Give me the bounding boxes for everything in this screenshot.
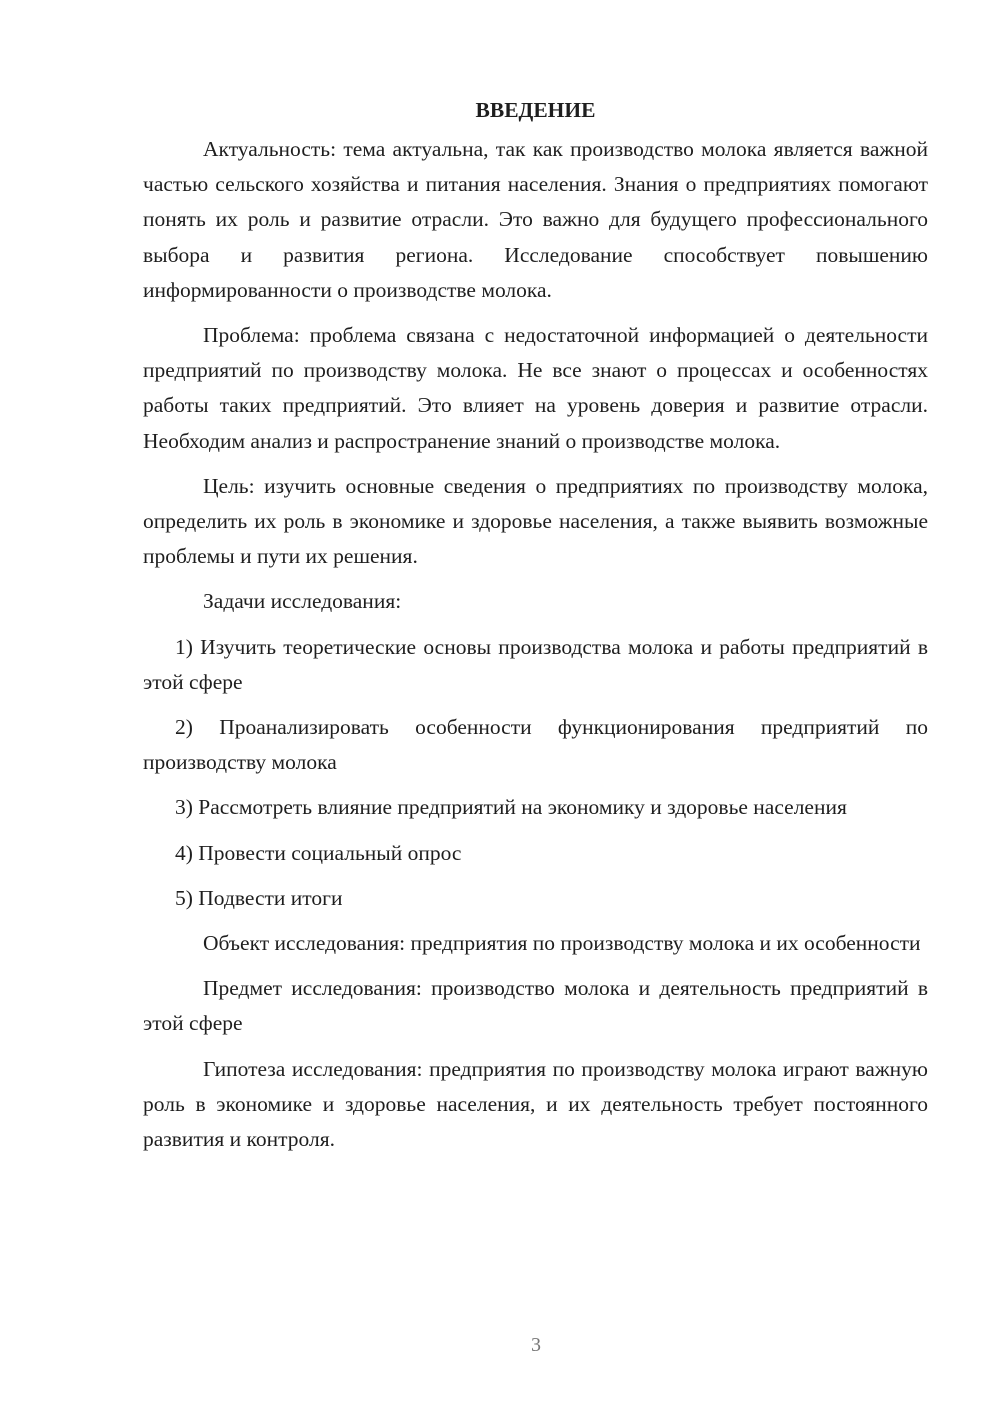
problem-paragraph: Проблема: проблема связана с недостаточной информацией о деятельности предприятий по производству молока. Не все знают о процессах и особенностях работы таких предприятий. Это влияет на уровень доверия и развитие отрасли. Необходим анализ и распространение знаний о производстве молока. [143,323,928,453]
object-paragraph: Объект исследования: предприятия по производству молока и их особенности [203,931,921,956]
task-item-5: 5) Подвести итоги [175,885,343,910]
tasks-heading: Задачи исследования: [203,589,402,614]
task-item-1: 1) Изучить теоретические основы производства молока и работы предприятий в этой сфере [143,634,928,694]
relevance-paragraph: Актуальность: тема актуальна, так как производство молока является важной частью сельского хозяйства и питания населения. Знания о предприятиях помогают понять их роль и развитие отрасли. Это важно для будущего профессионального выбора и развития региона. Исследование способствует повышению информированности о производстве молока. [143,137,928,302]
goal-paragraph: Цель: изучить основные сведения о предприятиях по производству молока, определить их роль в экономике и здоровье населения, а также выявить возможные проблемы и пути их решения. [143,473,928,569]
task-item-2: 2) Проанализировать особенности функционирования предприятий по производству молока [143,715,928,775]
document-page [143,95,928,1167]
task-item-3: 3) Рассмотреть влияние предприятий на экономику и здоровье населения [175,795,847,820]
subject-paragraph: Предмет исследования: производство молока и деятельность предприятий в этой сфере [143,976,928,1036]
task-item-4: 4) Провести социальный опрос [175,840,462,865]
page-title: ВВЕДЕНИЕ [475,98,596,122]
page-number: 3 [531,1334,541,1356]
hypothesis-paragraph: Гипотеза исследования: предприятия по производству молока играют важную роль в экономике и здоровье населения, и их деятельность требует постоянного развития и контроля. [143,1056,928,1152]
